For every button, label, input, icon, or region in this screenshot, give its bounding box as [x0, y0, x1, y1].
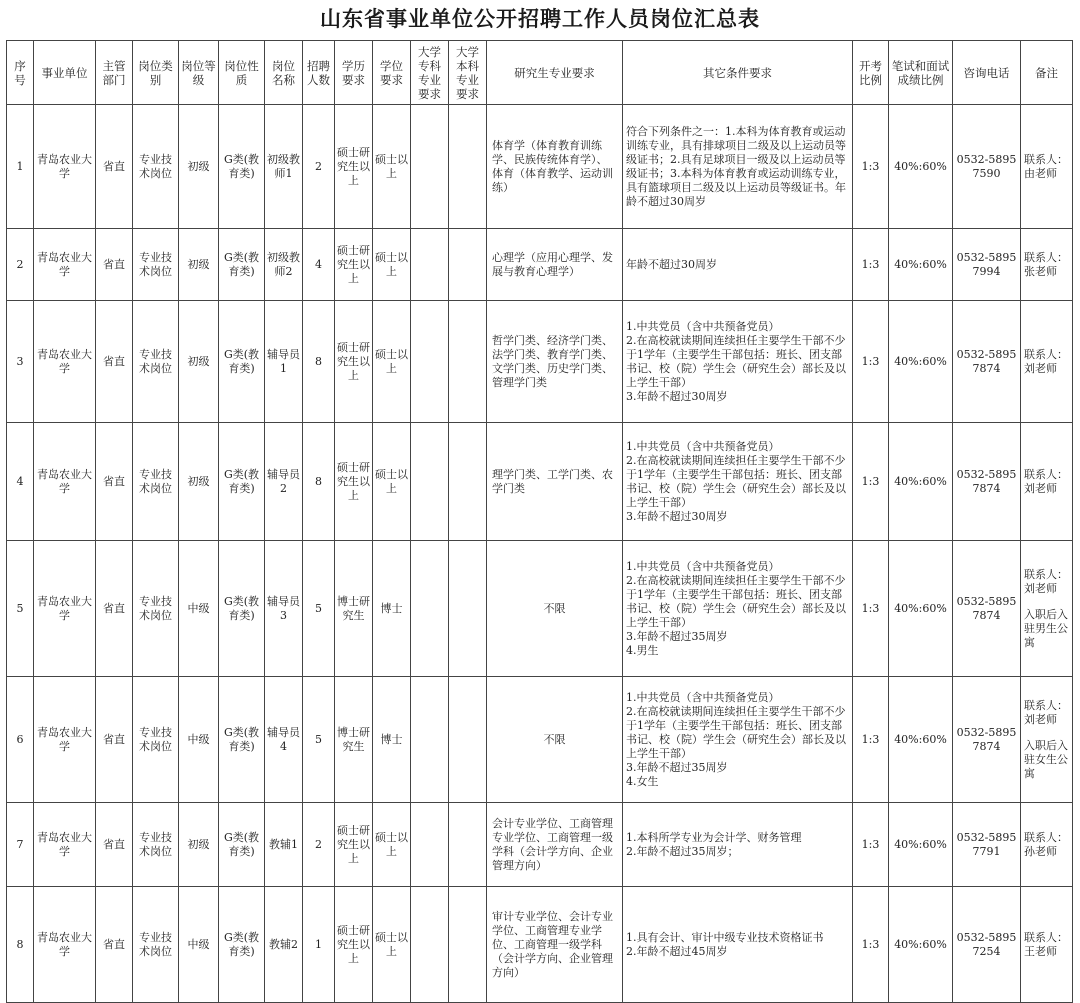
nature-cell: G类(教育类): [219, 301, 265, 423]
bachelor-major-cell: [449, 105, 487, 229]
row-number: 5: [7, 541, 34, 677]
count-cell: 8: [303, 301, 335, 423]
contact-text: 联系人：孙老师: [1024, 830, 1068, 858]
college-major-cell: [411, 229, 449, 301]
degree-cell: 博士: [373, 541, 411, 677]
remark-cell: [1021, 677, 1073, 803]
column-header: 岗位性质: [219, 41, 265, 105]
education-cell: 博士研究生: [335, 541, 373, 677]
bachelor-major-cell: [449, 887, 487, 1003]
category-cell: 专业技术岗位: [133, 887, 179, 1003]
score-ratio-cell: 40%:60%: [889, 541, 953, 677]
column-header: 序号: [7, 41, 34, 105]
remark-cell: [1021, 105, 1073, 229]
exam-ratio-cell: 1:3: [853, 105, 889, 229]
score-ratio-cell: 40%:60%: [889, 887, 953, 1003]
college-major-cell: [411, 301, 449, 423]
unit-cell: 青岛农业大学: [34, 887, 96, 1003]
college-major-cell: [411, 105, 449, 229]
other-requirements-cell: 年龄不超过30周岁: [623, 229, 853, 301]
requirement-line: 1.中共党员（含中共预备党员）: [626, 559, 780, 573]
page-title: 山东省事业单位公开招聘工作人员岗位汇总表: [320, 6, 760, 31]
table-row: [7, 423, 1073, 541]
requirement-line: 1.中共党员（含中共预备党员）: [626, 690, 780, 704]
column-header: 大学本科专业要求: [449, 41, 487, 105]
exam-ratio-cell: 1:3: [853, 677, 889, 803]
column-header: 学位要求: [373, 41, 411, 105]
count-cell: 4: [303, 229, 335, 301]
degree-cell: 硕士以上: [373, 301, 411, 423]
count-cell: 5: [303, 541, 335, 677]
nature-cell: G类(教育类): [219, 887, 265, 1003]
level-cell: 中级: [179, 541, 219, 677]
level-cell: 初级: [179, 803, 219, 887]
contact-text: 联系人：刘老师: [1024, 467, 1068, 495]
column-header: 笔试和面试成绩比例: [889, 41, 953, 105]
graduate-major-cell: 体育学（体育教育训练学、民族传统体育学）、体育（体育教学、运动训练）: [487, 105, 623, 229]
exam-ratio-cell: 1:3: [853, 301, 889, 423]
column-header: 岗位类别: [133, 41, 179, 105]
contact-text: 联系人：刘老师: [1024, 347, 1068, 375]
requirement-line: 2.在高校就读期间连续担任主要学生干部不少于1学年（主要学生干部包括：班长、团支部书记、校（院）学生会（研究生会）部长及以上学生干部）: [626, 704, 846, 760]
requirement-line: 2.年龄不超过35周岁；: [626, 844, 739, 858]
bachelor-major-cell: [449, 229, 487, 301]
bachelor-major-cell: [449, 677, 487, 803]
requirement-line: 3.年龄不超过30周岁: [626, 509, 728, 523]
college-major-cell: [411, 887, 449, 1003]
category-cell: 专业技术岗位: [133, 677, 179, 803]
category-cell: 专业技术岗位: [133, 803, 179, 887]
dept-cell: 省直: [96, 105, 133, 229]
college-major-cell: [411, 541, 449, 677]
count-cell: 8: [303, 423, 335, 541]
requirement-line: 2.年龄不超过45周岁: [626, 944, 728, 958]
degree-cell: 博士: [373, 677, 411, 803]
nature-cell: G类(教育类): [219, 677, 265, 803]
contact-text: 联系人：刘老师: [1024, 567, 1068, 595]
degree-cell: 硕士以上: [373, 105, 411, 229]
phone-cell: 0532-58957254: [953, 887, 1021, 1003]
column-header: 岗位等级: [179, 41, 219, 105]
graduate-major-cell: 会计专业学位、工商管理专业学位、工商管理一级学科（会计学方向、企业管理方向）: [487, 803, 623, 887]
contact-text: 联系人：由老师: [1024, 152, 1068, 180]
level-cell: 初级: [179, 105, 219, 229]
category-cell: 专业技术岗位: [133, 301, 179, 423]
category-cell: 专业技术岗位: [133, 229, 179, 301]
count-cell: 1: [303, 887, 335, 1003]
category-cell: 专业技术岗位: [133, 541, 179, 677]
requirement-line: 1.具有会计、审计中级专业技术资格证书: [626, 930, 824, 944]
exam-ratio-cell: 1:3: [853, 541, 889, 677]
requirement-line: 1.本科所学专业为会计学、财务管理: [626, 830, 802, 844]
exam-ratio-cell: 1:3: [853, 887, 889, 1003]
level-cell: 初级: [179, 229, 219, 301]
requirement-line: 4.男生: [626, 643, 659, 657]
level-cell: 初级: [179, 423, 219, 541]
column-header: 开考比例: [853, 41, 889, 105]
column-header: 招聘人数: [303, 41, 335, 105]
level-cell: 中级: [179, 677, 219, 803]
dept-cell: 省直: [96, 541, 133, 677]
row-number: 4: [7, 423, 34, 541]
nature-cell: G类(教育类): [219, 803, 265, 887]
unit-cell: 青岛农业大学: [34, 301, 96, 423]
graduate-major-cell: 不限: [487, 677, 623, 803]
remark-note: 入职后入驻女生公寓: [1024, 738, 1068, 780]
requirement-line: 2.在高校就读期间连续担任主要学生干部不少于1学年（主要学生干部包括：班长、团支部书记、校（院）学生会（研究生会）部长及以上学生干部）: [626, 573, 846, 629]
position-name-cell: 辅导员2: [265, 423, 303, 541]
score-ratio-cell: 40%:60%: [889, 803, 953, 887]
level-cell: 中级: [179, 887, 219, 1003]
nature-cell: G类(教育类): [219, 229, 265, 301]
other-requirements-cell: [623, 301, 853, 423]
score-ratio-cell: 40%:60%: [889, 677, 953, 803]
degree-cell: 硕士以上: [373, 887, 411, 1003]
phone-cell: 0532-58957590: [953, 105, 1021, 229]
score-ratio-cell: 40%:60%: [889, 229, 953, 301]
position-name-cell: 初级教师2: [265, 229, 303, 301]
column-header: 学历要求: [335, 41, 373, 105]
column-header: 岗位名称: [265, 41, 303, 105]
category-cell: 专业技术岗位: [133, 423, 179, 541]
table-row: [7, 301, 1073, 423]
row-number: 8: [7, 887, 34, 1003]
remark-cell: [1021, 301, 1073, 423]
unit-cell: 青岛农业大学: [34, 105, 96, 229]
college-major-cell: [411, 803, 449, 887]
graduate-major-cell: 心理学（应用心理学、发展与教育心理学）: [487, 229, 623, 301]
row-number: 7: [7, 803, 34, 887]
other-requirements-cell: [623, 677, 853, 803]
requirement-line: 1.中共党员（含中共预备党员）: [626, 439, 780, 453]
education-cell: 硕士研究生以上: [335, 105, 373, 229]
count-cell: 5: [303, 677, 335, 803]
graduate-major-cell: 理学门类、工学门类、农学门类: [487, 423, 623, 541]
dept-cell: 省直: [96, 677, 133, 803]
education-cell: 博士研究生: [335, 677, 373, 803]
phone-cell: 0532-58957874: [953, 541, 1021, 677]
unit-cell: 青岛农业大学: [34, 229, 96, 301]
bachelor-major-cell: [449, 803, 487, 887]
dept-cell: 省直: [96, 803, 133, 887]
remark-cell: [1021, 887, 1073, 1003]
remark-cell: [1021, 803, 1073, 887]
phone-cell: 0532-58957791: [953, 803, 1021, 887]
exam-ratio-cell: 1:3: [853, 423, 889, 541]
phone-cell: 0532-58957874: [953, 301, 1021, 423]
graduate-major-cell: 审计专业学位、会计专业学位、工商管理专业学位、工商管理一级学科（会计学方向、企业管理方向）: [487, 887, 623, 1003]
table-header-row: [7, 41, 1073, 105]
other-requirements-cell: [623, 803, 853, 887]
table-row: [7, 105, 1073, 229]
education-cell: 硕士研究生以上: [335, 803, 373, 887]
count-cell: 2: [303, 105, 335, 229]
level-cell: 初级: [179, 301, 219, 423]
column-header: 咨询电话: [953, 41, 1021, 105]
row-number: 6: [7, 677, 34, 803]
table-row: [7, 541, 1073, 677]
dept-cell: 省直: [96, 423, 133, 541]
contact-text: 联系人：张老师: [1024, 250, 1068, 278]
table-row: [7, 229, 1073, 301]
position-name-cell: 辅导员1: [265, 301, 303, 423]
education-cell: 硕士研究生以上: [335, 887, 373, 1003]
bachelor-major-cell: [449, 541, 487, 677]
remark-cell: [1021, 423, 1073, 541]
contact-text: 联系人：刘老师: [1024, 698, 1068, 726]
table-row: [7, 677, 1073, 803]
unit-cell: 青岛农业大学: [34, 423, 96, 541]
dept-cell: 省直: [96, 887, 133, 1003]
unit-cell: 青岛农业大学: [34, 803, 96, 887]
exam-ratio-cell: 1:3: [853, 803, 889, 887]
table-row: [7, 887, 1073, 1003]
score-ratio-cell: 40%:60%: [889, 423, 953, 541]
contact-text: 联系人：王老师: [1024, 930, 1068, 958]
requirement-line: 3.年龄不超过30周岁: [626, 389, 728, 403]
other-requirements-cell: 符合下列条件之一：1.本科为体育教育或运动训练专业，具有排球项目二级及以上运动员等级证书；2.具有足球项目一级及以上运动员等级证书；3.本科为体育教育或运动训练专业，具有篮球项目二级及以上运动员等级证书。年龄不超过30周岁: [623, 105, 853, 229]
education-cell: 硕士研究生以上: [335, 301, 373, 423]
requirement-line: 3.年龄不超过35周岁: [626, 760, 728, 774]
position-name-cell: 初级教师1: [265, 105, 303, 229]
nature-cell: G类(教育类): [219, 423, 265, 541]
position-name-cell: 辅导员3: [265, 541, 303, 677]
column-header: 大学专科专业要求: [411, 41, 449, 105]
row-number: 2: [7, 229, 34, 301]
row-number: 3: [7, 301, 34, 423]
graduate-major-cell: 哲学门类、经济学门类、法学门类、教育学门类、文学门类、历史学门类、管理学门类: [487, 301, 623, 423]
recruitment-table: [6, 40, 1073, 1003]
position-name-cell: 教辅1: [265, 803, 303, 887]
column-header: 其它条件要求: [623, 41, 853, 105]
other-requirements-cell: [623, 541, 853, 677]
requirement-line: 2.在高校就读期间连续担任主要学生干部不少于1学年（主要学生干部包括：班长、团支部书记、校（院）学生会（研究生会）部长及以上学生干部）: [626, 453, 846, 509]
score-ratio-cell: 40%:60%: [889, 105, 953, 229]
requirement-line: 4.女生: [626, 774, 659, 788]
score-ratio-cell: 40%:60%: [889, 301, 953, 423]
position-name-cell: 教辅2: [265, 887, 303, 1003]
phone-cell: 0532-58957874: [953, 677, 1021, 803]
table-body: [7, 105, 1073, 1003]
phone-cell: 0532-58957874: [953, 423, 1021, 541]
dept-cell: 省直: [96, 229, 133, 301]
nature-cell: G类(教育类): [219, 541, 265, 677]
remark-note: 入职后入驻男生公寓: [1024, 607, 1068, 649]
dept-cell: 省直: [96, 301, 133, 423]
row-number: 1: [7, 105, 34, 229]
remark-cell: [1021, 541, 1073, 677]
column-header: 主管部门: [96, 41, 133, 105]
requirement-line: 3.年龄不超过35周岁: [626, 629, 728, 643]
other-requirements-cell: [623, 423, 853, 541]
unit-cell: 青岛农业大学: [34, 541, 96, 677]
college-major-cell: [411, 423, 449, 541]
unit-cell: 青岛农业大学: [34, 677, 96, 803]
education-cell: 硕士研究生以上: [335, 423, 373, 541]
remark-cell: [1021, 229, 1073, 301]
degree-cell: 硕士以上: [373, 423, 411, 541]
table-row: [7, 803, 1073, 887]
requirement-line: 2.在高校就读期间连续担任主要学生干部不少于1学年（主要学生干部包括：班长、团支部书记、校（院）学生会（研究生会）部长及以上学生干部）: [626, 333, 846, 389]
graduate-major-cell: 不限: [487, 541, 623, 677]
count-cell: 2: [303, 803, 335, 887]
education-cell: 硕士研究生以上: [335, 229, 373, 301]
position-name-cell: 辅导员4: [265, 677, 303, 803]
column-header: 事业单位: [34, 41, 96, 105]
college-major-cell: [411, 677, 449, 803]
column-header: 研究生专业要求: [487, 41, 623, 105]
column-header: 备注: [1021, 41, 1073, 105]
phone-cell: 0532-58957994: [953, 229, 1021, 301]
bachelor-major-cell: [449, 301, 487, 423]
degree-cell: 硕士以上: [373, 229, 411, 301]
requirement-line: 1.中共党员（含中共预备党员）: [626, 319, 780, 333]
bachelor-major-cell: [449, 423, 487, 541]
other-requirements-cell: [623, 887, 853, 1003]
nature-cell: G类(教育类): [219, 105, 265, 229]
degree-cell: 硕士以上: [373, 803, 411, 887]
exam-ratio-cell: 1:3: [853, 229, 889, 301]
category-cell: 专业技术岗位: [133, 105, 179, 229]
